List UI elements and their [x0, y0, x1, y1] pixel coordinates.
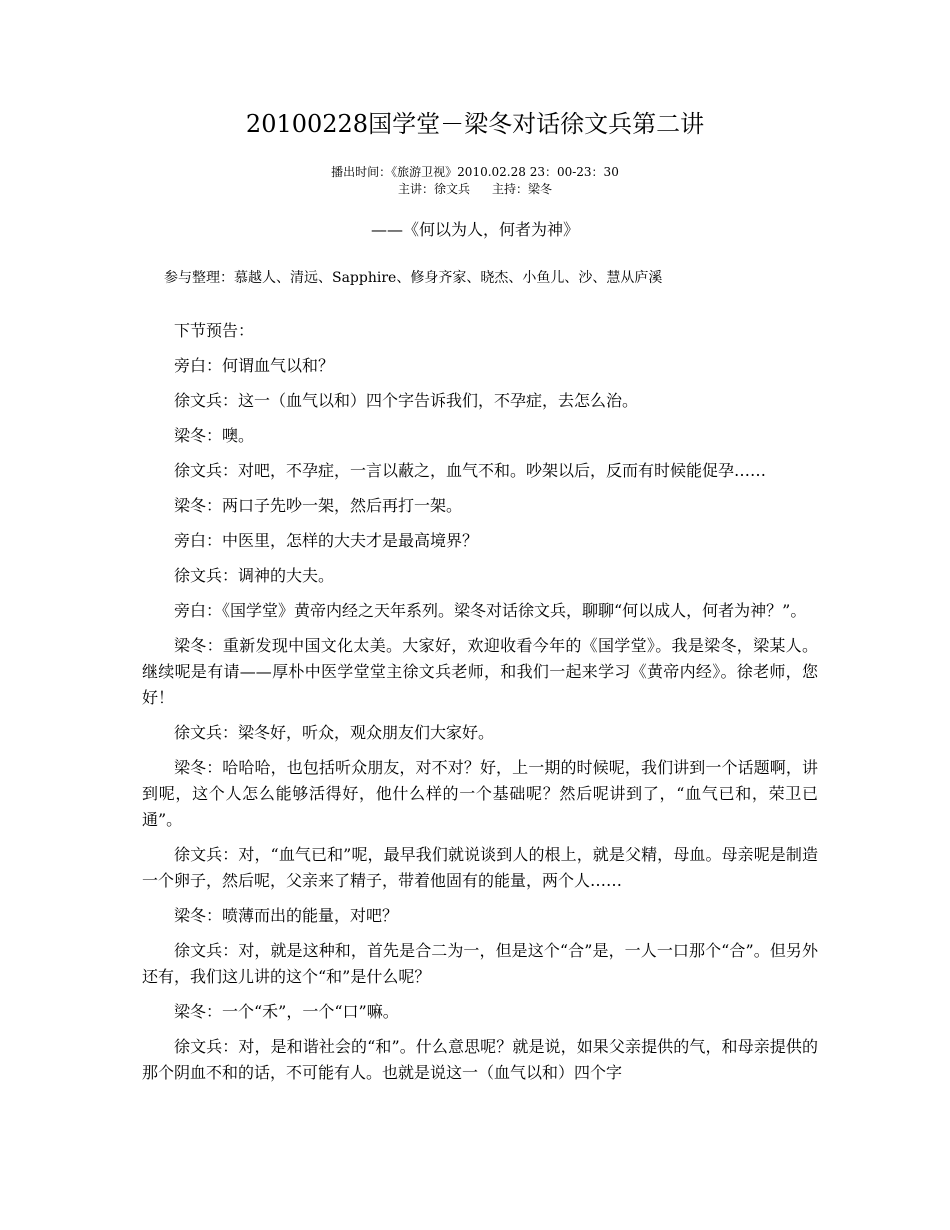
paragraph: 徐文兵：这一（血气以和）四个字告诉我们，不孕症，去怎么治。	[174, 391, 639, 410]
paragraph: 旁白：中医里，怎样的大夫才是最高境界？	[174, 531, 479, 550]
paragraph: 梁冬：噢。	[174, 426, 255, 445]
host-label: 主持：梁冬	[492, 182, 553, 196]
speaker-info	[0, 181, 950, 197]
paragraph: 徐文兵：对，是和谐社会的“和”。什么意思呢？就是说，如果父亲提供的气，和母亲提供的那个阴血不和的话，不可能有人。也就是说这一（血气以和）四个字	[142, 1037, 818, 1082]
paragraph: 徐文兵：调神的大夫。	[174, 566, 335, 585]
document-title: 20100228国学堂－梁冬对话徐文兵第二讲	[245, 110, 705, 138]
paragraph: 徐文兵：对吧，不孕症，一言以蔽之，血气不和。吵架以后，反而有时候能促孕……	[174, 461, 767, 480]
paragraph: 梁冬：一个“禾”，一个“口”嘛。	[174, 1002, 399, 1021]
paragraph: 徐文兵：梁冬好，听众，观众朋友们大家好。	[174, 723, 495, 742]
paragraph: 梁冬：两口子先吵一架，然后再打一架。	[174, 496, 463, 515]
paragraph: 梁冬：哈哈哈，也包括听众朋友，对不对？好，上一期的时候呢，我们讲到一个话题啊，讲到呢，这个人怎么能够活得好，他什么样的一个基础呢？然后呢讲到了，“血气已和，荣卫已通”。	[142, 758, 818, 829]
broadcast-info: 播出时间：《旅游卫视》2010.02.28 23：00-23：30	[331, 165, 619, 179]
paragraph: 旁白：何谓血气以和？	[174, 356, 335, 375]
contributors-line: 参与整理：慕越人、清远、Sapphire、修身齐家、晓杰、小鱼儿、沙、慧从庐溪	[164, 270, 663, 286]
paragraph: 梁冬：重新发现中国文化太美。大家好，欢迎收看今年的《国学堂》。我是梁冬，梁某人。继续呢是有请——厚朴中医学堂堂主徐文兵老师，和我们一起来学习《黄帝内经》。徐老师，您好！	[142, 636, 818, 707]
paragraph: 旁白：《国学堂》黄帝内经之天年系列。梁冬对话徐文兵，聊聊“何以成人，何者为神？”。	[174, 601, 807, 620]
lecturer-label: 主讲：徐文兵	[397, 182, 470, 196]
paragraph: 下节预告：	[174, 321, 255, 340]
transcript-body	[142, 318, 818, 1095]
paragraph: 梁冬：喷薄而出的能量，对吧？	[174, 906, 399, 925]
paragraph: 徐文兵：对，就是这种和，首先是合二为一，但是这个“合”是，一人一口那个“合”。但另外还有，我们这儿讲的这个“和”是什么呢？	[142, 941, 818, 986]
document-subtitle: ——《何以为人，何者为神》	[370, 220, 579, 239]
paragraph: 徐文兵：对，“血气已和”呢，最早我们就说谈到人的根上，就是父精，母血。母亲呢是制造一个卵子，然后呢，父亲来了精子，带着他固有的能量，两个人……	[142, 845, 818, 890]
